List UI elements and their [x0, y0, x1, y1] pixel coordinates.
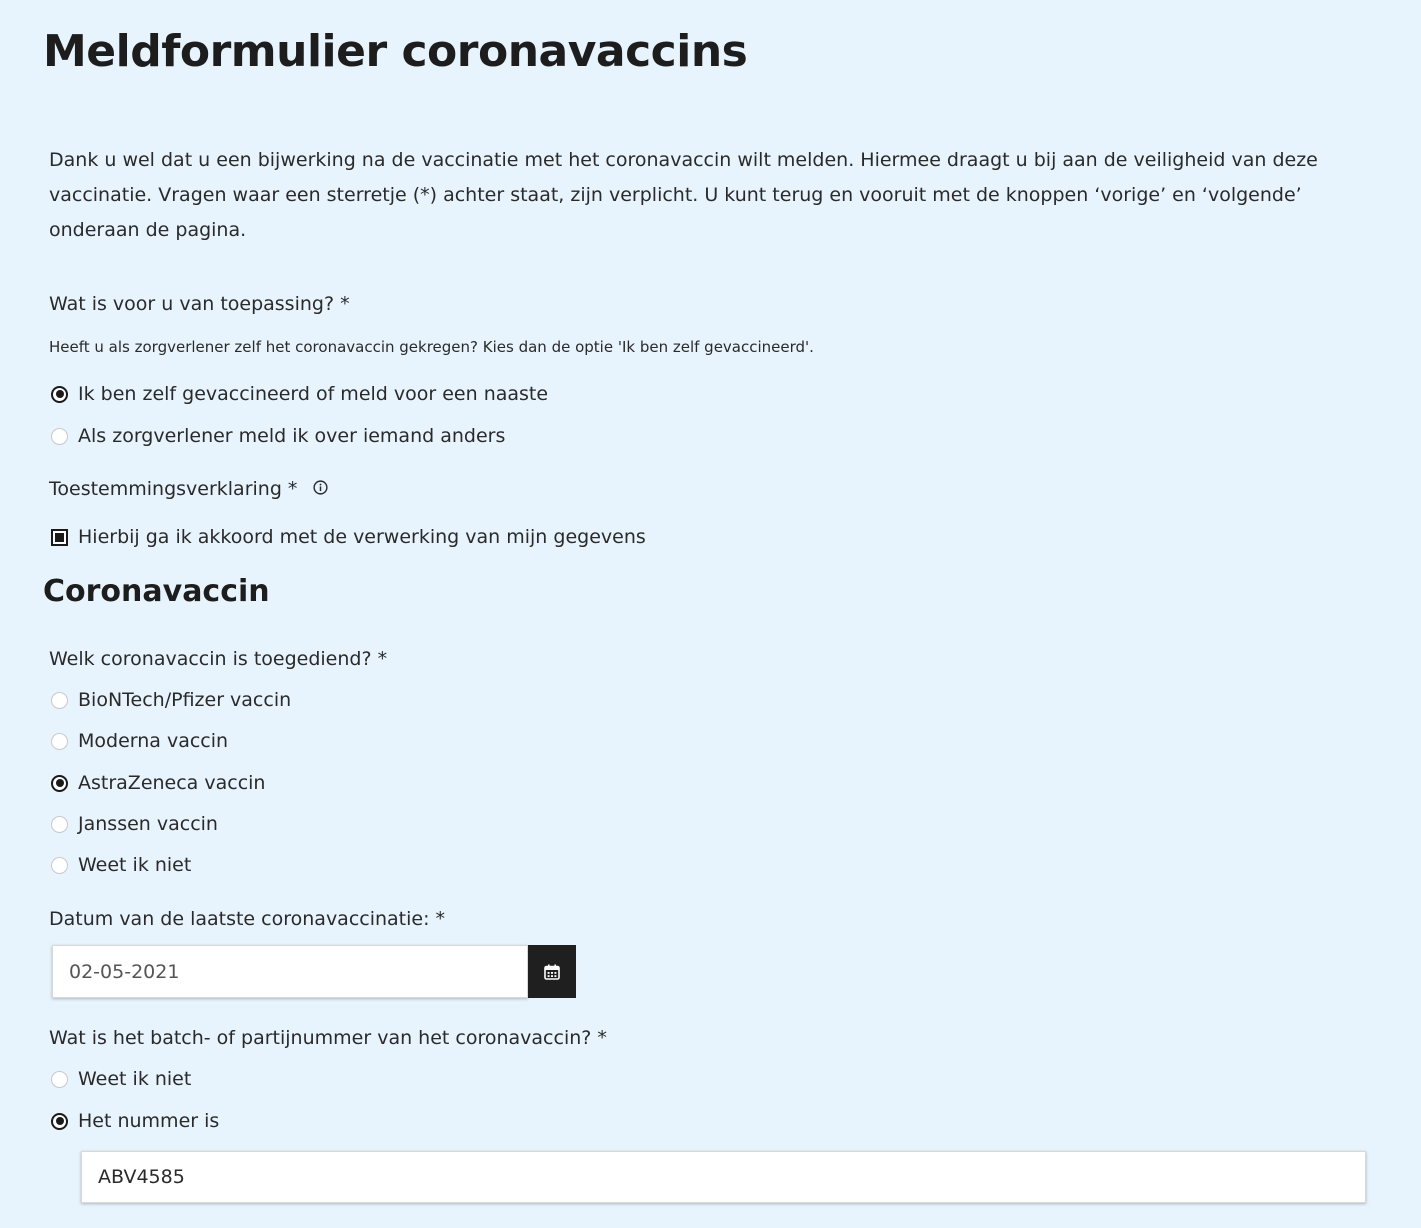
- radio-button[interactable]: [51, 1113, 68, 1130]
- radio-button[interactable]: [51, 428, 68, 445]
- section-title-coronavaccin: Coronavaccin: [43, 574, 270, 609]
- radio-button[interactable]: [51, 733, 68, 750]
- vaccine-question-label: Welk coronavaccin is toegediend? *: [49, 648, 388, 670]
- vaccine-option-janssen[interactable]: [51, 813, 218, 835]
- consent-label: Toestemmingsverklaring *: [49, 478, 298, 500]
- consent-checkbox-label: Hierbij ga ik akkoord met de verwerking van mijn gegevens: [78, 526, 646, 548]
- calendar-button[interactable]: [528, 945, 576, 998]
- batch-question-label: Wat is het batch- of partijnummer van het coronavaccin? *: [49, 1027, 607, 1049]
- intro-text: Dank u wel dat u een bijwerking na de vaccinatie met het coronavaccin wilt melden. Hiermee draagt u bij aan de veiligheid van deze vaccinatie. Vragen waar een sterretje (*) achter staat, zijn verplicht. U kunt terug en vooruit met de knoppen ‘vorige’ en ‘volgende’ onderaan de pagina.: [49, 149, 1318, 241]
- applicability-hint: Heeft u als zorgverlener zelf het coronavaccin gekregen? Kies dan de optie 'Ik ben zelf gevaccineerd'.: [49, 338, 814, 356]
- consent-checkbox[interactable]: [51, 529, 68, 546]
- vaccine-option-unknown[interactable]: [51, 854, 191, 876]
- batch-option-unknown[interactable]: [51, 1068, 191, 1090]
- option-label: Weet ik niet: [78, 1068, 192, 1090]
- option-label: AstraZeneca vaccin: [78, 772, 266, 794]
- consent-label-row: [49, 478, 328, 500]
- radio-button[interactable]: [51, 775, 68, 792]
- option-label: Het nummer is: [78, 1110, 220, 1132]
- option-label: Janssen vaccin: [78, 813, 218, 835]
- vaccine-option-astrazeneca[interactable]: [51, 772, 265, 794]
- radio-button[interactable]: [51, 816, 68, 833]
- info-icon[interactable]: [313, 480, 328, 495]
- page-title: Meldformulier coronavaccins: [43, 26, 748, 77]
- radio-button[interactable]: [51, 857, 68, 874]
- vaccine-option-moderna[interactable]: [51, 730, 228, 752]
- applicability-option-caregiver[interactable]: [51, 425, 505, 447]
- option-label: Ik ben zelf gevaccineerd of meld voor een naaste: [78, 383, 549, 405]
- applicability-label: Wat is voor u van toepassing? *: [49, 293, 350, 315]
- option-label: Weet ik niet: [78, 854, 192, 876]
- batch-number-input[interactable]: [81, 1151, 1366, 1203]
- consent-option[interactable]: [51, 526, 646, 548]
- calendar-icon: [543, 963, 561, 981]
- radio-button[interactable]: [51, 692, 68, 709]
- vaccine-option-biontech[interactable]: [51, 689, 291, 711]
- option-label: Als zorgverlener meld ik over iemand anders: [78, 425, 506, 447]
- option-label: BioNTech/Pfizer vaccin: [78, 689, 292, 711]
- option-label: Moderna vaccin: [78, 730, 229, 752]
- radio-button[interactable]: [51, 386, 68, 403]
- date-question-label: Datum van de laatste coronavaccinatie: *: [49, 908, 446, 930]
- batch-option-number[interactable]: [51, 1110, 219, 1132]
- radio-button[interactable]: [51, 1071, 68, 1088]
- vaccination-date-input[interactable]: [52, 945, 528, 998]
- applicability-option-self[interactable]: [51, 383, 548, 405]
